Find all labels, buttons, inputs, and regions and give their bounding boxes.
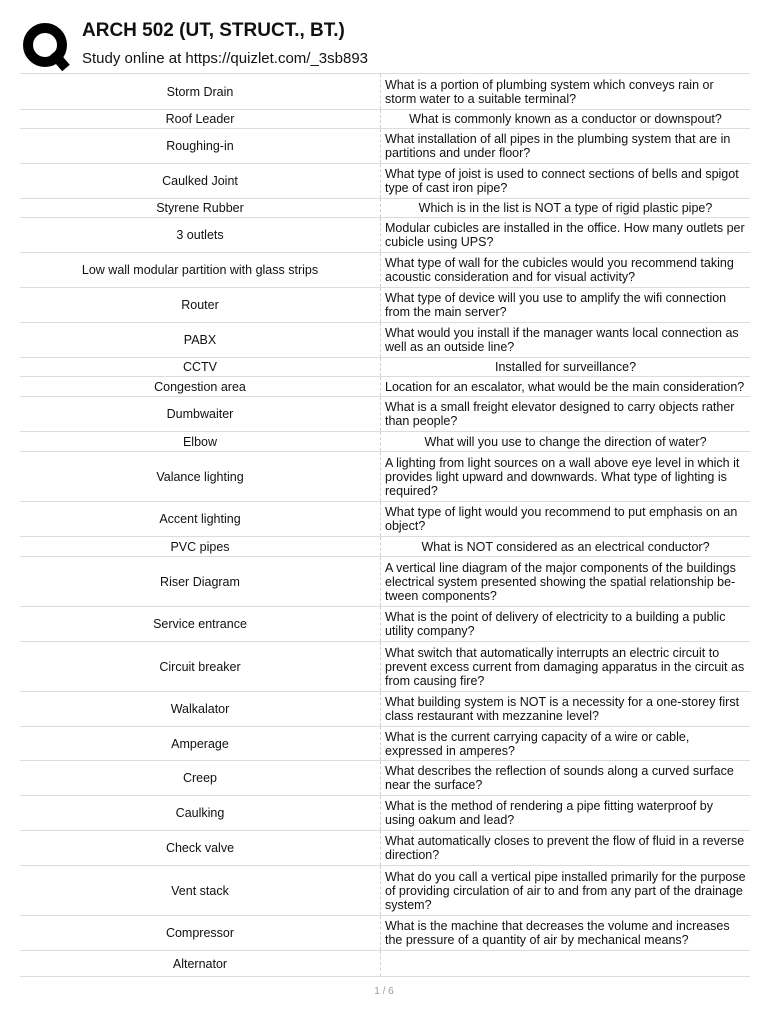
definition-cell: What is a portion of plumbing system which conveys rain or storm water to a suitable terminal? bbox=[380, 74, 750, 109]
term-cell: Roof Leader bbox=[165, 112, 235, 126]
term-cell: PVC pipes bbox=[170, 539, 230, 554]
term-cell: Roughing-in bbox=[166, 139, 234, 153]
page-header bbox=[20, 18, 760, 74]
term-cell: Service entrance bbox=[153, 617, 247, 631]
flashcard-row bbox=[20, 537, 750, 557]
flashcard-row bbox=[20, 110, 750, 129]
flashcard-row bbox=[20, 866, 750, 916]
flashcard-row bbox=[20, 951, 750, 977]
page-title: ARCH 502 (UT, STRUCT., BT.) bbox=[82, 20, 345, 41]
flashcard-row bbox=[20, 727, 750, 761]
term-cell: Amperage bbox=[171, 736, 229, 751]
definition-cell: What would you install if the manager wants local connection as well as an outside line? bbox=[380, 323, 750, 357]
definition-cell: What type of joist is used to connect sections of bells and spigot type of cast iron pipe? bbox=[380, 164, 750, 198]
flashcard-row bbox=[20, 129, 750, 164]
flashcard-row bbox=[20, 288, 750, 323]
term-cell: Storm Drain bbox=[166, 84, 234, 99]
definition-cell: What is a small freight elevator designed to carry objects rather than people? bbox=[380, 397, 750, 431]
flashcard-row bbox=[20, 358, 750, 377]
flashcard-row bbox=[20, 692, 750, 727]
definition-cell: What automatically closes to prevent the flow of fluid in a reverse direction? bbox=[380, 831, 750, 865]
definition-cell: What type of wall for the cubicles would you recommend taking acoustic consideration and for visual activity? bbox=[380, 253, 750, 287]
term-cell: Caulking bbox=[175, 806, 225, 820]
definition-cell: What installation of all pipes in the plumbing system that are in partitions and under floor? bbox=[380, 129, 750, 163]
term-cell: Check valve bbox=[165, 841, 235, 855]
definition-cell: What is the current carrying capacity of a wire or cable, expressed in amperes? bbox=[380, 727, 750, 760]
flashcard-row bbox=[20, 74, 750, 110]
term-cell: Valance lighting bbox=[156, 469, 244, 484]
flashcard-row bbox=[20, 432, 750, 452]
definition-cell: What describes the reflection of sounds along a curved surface near the surface? bbox=[380, 761, 750, 795]
flashcard-row bbox=[20, 831, 750, 866]
definition-cell: Modular cubicles are installed in the office. How many outlets per cubicle using UPS? bbox=[380, 218, 750, 252]
definition-cell: What is commonly known as a conductor or downspout? bbox=[380, 110, 750, 128]
flashcard-row bbox=[20, 557, 750, 607]
term-cell: Dumbwaiter bbox=[166, 407, 234, 421]
definition-cell: What type of device will you use to amplify the wifi connection from the main server? bbox=[380, 288, 750, 322]
term-cell: Congestion area bbox=[154, 379, 246, 394]
flashcard-table bbox=[20, 73, 750, 977]
term-cell: Circuit breaker bbox=[159, 659, 241, 674]
definition-cell bbox=[380, 951, 750, 976]
flashcard-row bbox=[20, 761, 750, 796]
definition-cell: What do you call a vertical pipe installed primarily for the purpose of providing circulation of air to and from any part of the drainage system? bbox=[380, 866, 750, 915]
term-cell: CCTV bbox=[182, 360, 218, 374]
flashcard-row bbox=[20, 502, 750, 537]
definition-cell: What is NOT considered as an electrical conductor? bbox=[380, 537, 750, 556]
definition-cell: What building system is NOT is a necessity for a one-storey first class restaurant with mezzanine level? bbox=[380, 692, 750, 726]
term-cell: Low wall modular partition with glass strips bbox=[81, 263, 319, 277]
term-cell: Riser Diagram bbox=[160, 574, 240, 589]
term-cell: Caulked Joint bbox=[162, 174, 238, 188]
term-cell: Walkalator bbox=[170, 702, 230, 716]
term-cell: Styrene Rubber bbox=[156, 201, 244, 215]
flashcard-row bbox=[20, 253, 750, 288]
flashcard-row bbox=[20, 397, 750, 432]
flashcard-row bbox=[20, 452, 750, 502]
definition-cell: Installed for surveillance? bbox=[380, 358, 750, 376]
quizlet-logo-icon bbox=[20, 20, 72, 72]
definition-cell: What switch that automatically interrupts an electric circuit to prevent excess current from damaging apparatus in the circuit as from causing fire? bbox=[380, 642, 750, 691]
term-cell: Compressor bbox=[165, 926, 235, 940]
flashcard-row bbox=[20, 607, 750, 642]
page-number: 1 / 6 bbox=[374, 986, 394, 997]
term-cell: Accent lighting bbox=[159, 512, 241, 526]
definition-cell: What will you use to change the direction of water? bbox=[380, 432, 750, 451]
study-link-text: Study online at https://quizlet.com/_3sb893 bbox=[82, 50, 369, 67]
definition-cell: What is the point of delivery of electricity to a building a public utility company? bbox=[380, 607, 750, 641]
definition-cell: Which is in the list is NOT a type of rigid plastic pipe? bbox=[380, 199, 750, 217]
flashcard-row bbox=[20, 916, 750, 951]
flashcard-row bbox=[20, 323, 750, 358]
flashcard-row bbox=[20, 377, 750, 397]
definition-cell: A lighting from light sources on a wall above eye level in which it provides light upward and downwards. What type of lighting is required? bbox=[380, 452, 750, 501]
term-cell: Alternator bbox=[172, 956, 228, 971]
term-cell: Elbow bbox=[182, 434, 218, 449]
term-cell: PABX bbox=[183, 333, 217, 347]
flashcard-row bbox=[20, 218, 750, 253]
term-cell: Vent stack bbox=[171, 883, 229, 898]
definition-cell: What is the method of rendering a pipe fitting waterproof by using oakum and lead? bbox=[380, 796, 750, 830]
definition-cell: A vertical line diagram of the major components of the buildings electrical system presented showing the spatial relationship be- tween components? bbox=[380, 557, 750, 606]
definition-cell: Location for an escalator, what would be the main consideration? bbox=[380, 377, 750, 396]
definition-cell: What is the machine that decreases the volume and increases the pressure of a quantity of air by mechanical means? bbox=[380, 916, 750, 950]
flashcard-row bbox=[20, 199, 750, 218]
term-cell: Router bbox=[181, 298, 219, 312]
flashcard-row bbox=[20, 164, 750, 199]
term-cell: 3 outlets bbox=[176, 228, 224, 242]
definition-cell: What type of light would you recommend to put emphasis on an object? bbox=[380, 502, 750, 536]
flashcard-row bbox=[20, 642, 750, 692]
flashcard-row bbox=[20, 796, 750, 831]
term-cell: Creep bbox=[182, 771, 218, 785]
